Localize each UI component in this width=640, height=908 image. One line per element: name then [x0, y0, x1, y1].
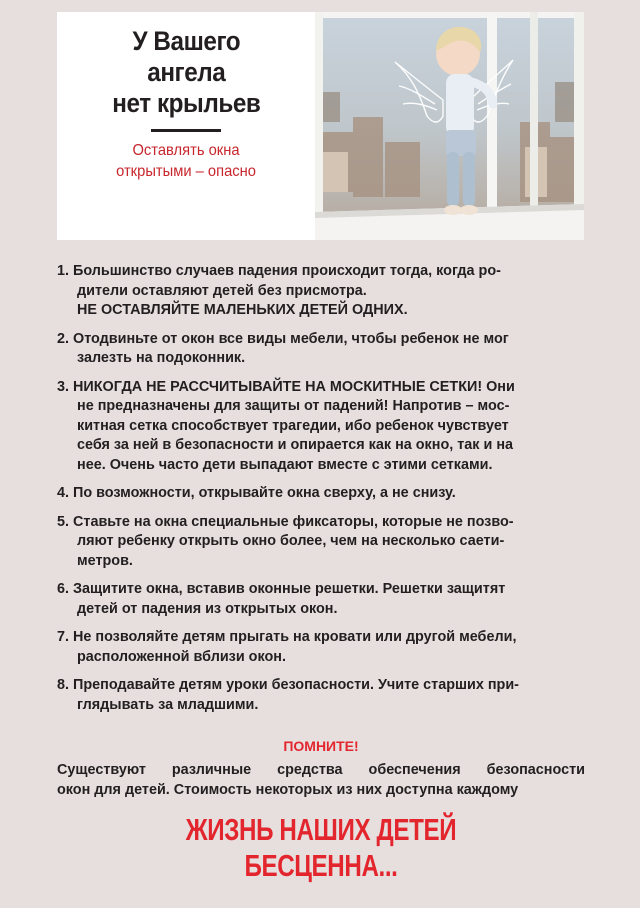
- list-item: [57, 513, 585, 572]
- banner-subtitle: [116, 140, 256, 182]
- tip-line: нее. Очень часто дети выпадают вместе с этими сетками.: [77, 456, 493, 473]
- note-line: Существуют различные средства обеспечения безопасности: [57, 762, 585, 778]
- list-item: [57, 378, 585, 476]
- list-item: [57, 330, 585, 369]
- tip-line: глядывать за младшими.: [77, 696, 259, 713]
- tip-line: залезть на подоконник.: [77, 350, 246, 366]
- tip-line: 8. Преподавайте детям уроки безопасности. Учите старших при-: [57, 677, 519, 693]
- tip-line: не предназначены для защиты от падений! Напротив – мос-: [77, 398, 510, 414]
- tip-line: китная сетка способствует трагедии, ибо ребенок чувствует: [77, 417, 509, 434]
- list-item: [57, 676, 585, 715]
- slogan: ЖИЗНЬ НАШИХ ДЕТЕЙ БЕСЦЕННА...: [185, 812, 457, 883]
- banner-title: [112, 26, 260, 119]
- banner-divider: [151, 129, 221, 132]
- remember-heading: ПОМНИТЕ!: [283, 738, 359, 754]
- tip-line: ляют ребенку открыть окно более, чем на несколько саети-: [77, 533, 505, 549]
- tip-line: 4. По возможности, открывайте окна сверху, а не снизу.: [57, 485, 456, 501]
- tip-line: детей от падения из открытых окон.: [77, 600, 338, 617]
- list-item: [57, 628, 585, 667]
- tip-emphasis: НЕ ОСТАВЛЯЙТЕ МАЛЕНЬКИХ ДЕТЕЙ ОДНИХ.: [77, 302, 408, 318]
- tip-line: расположенной вблизи окон.: [77, 648, 286, 665]
- banner: [57, 12, 584, 240]
- tip-line: 7. Не позволяйте детям прыгать на кровати или другой мебели,: [57, 629, 517, 645]
- child-at-window-illustration: [315, 12, 584, 240]
- tip-line: 1. Большинство случаев падения происходит тогда, когда ро-: [57, 263, 501, 279]
- tip-line: себя за ней в безопасности и опирается как на окно, так и на: [77, 437, 514, 453]
- tip-line: дители оставляют детей без присмотра.: [77, 282, 367, 299]
- note-line: окон для детей. Стоимость некоторых из них доступна каждому: [57, 782, 519, 798]
- banner-title-line: У Вашего: [132, 26, 240, 56]
- banner-title-line: нет крыльев: [111, 88, 261, 118]
- tip-line: 2. Отодвиньте от окон все виды мебели, чтобы ребенок не мог: [57, 330, 509, 347]
- tip-line: метров.: [77, 552, 133, 569]
- banner-title-line: ангела: [146, 57, 226, 87]
- banner-text-panel: [57, 12, 315, 240]
- list-item: [57, 484, 585, 504]
- tip-line: 5. Ставьте на окна специальные фиксаторы, которые не позво-: [57, 513, 514, 530]
- list-item: [57, 580, 585, 619]
- child-at-window-photo: [315, 12, 584, 240]
- tip-line: 6. Защитите окна, вставив оконные решетки. Решетки защитят: [57, 581, 506, 597]
- banner-subtitle-line: Оставлять окна: [132, 142, 240, 159]
- safety-tips-list: [57, 262, 585, 724]
- tip-line: 3. НИКОГДА НЕ РАССЧИТЫВАЙТЕ НА МОСКИТНЫЕ СЕТКИ! Они: [57, 378, 515, 395]
- safety-note: [57, 760, 585, 800]
- banner-subtitle-line: открытыми – опасно: [116, 163, 256, 180]
- list-item: [57, 262, 585, 321]
